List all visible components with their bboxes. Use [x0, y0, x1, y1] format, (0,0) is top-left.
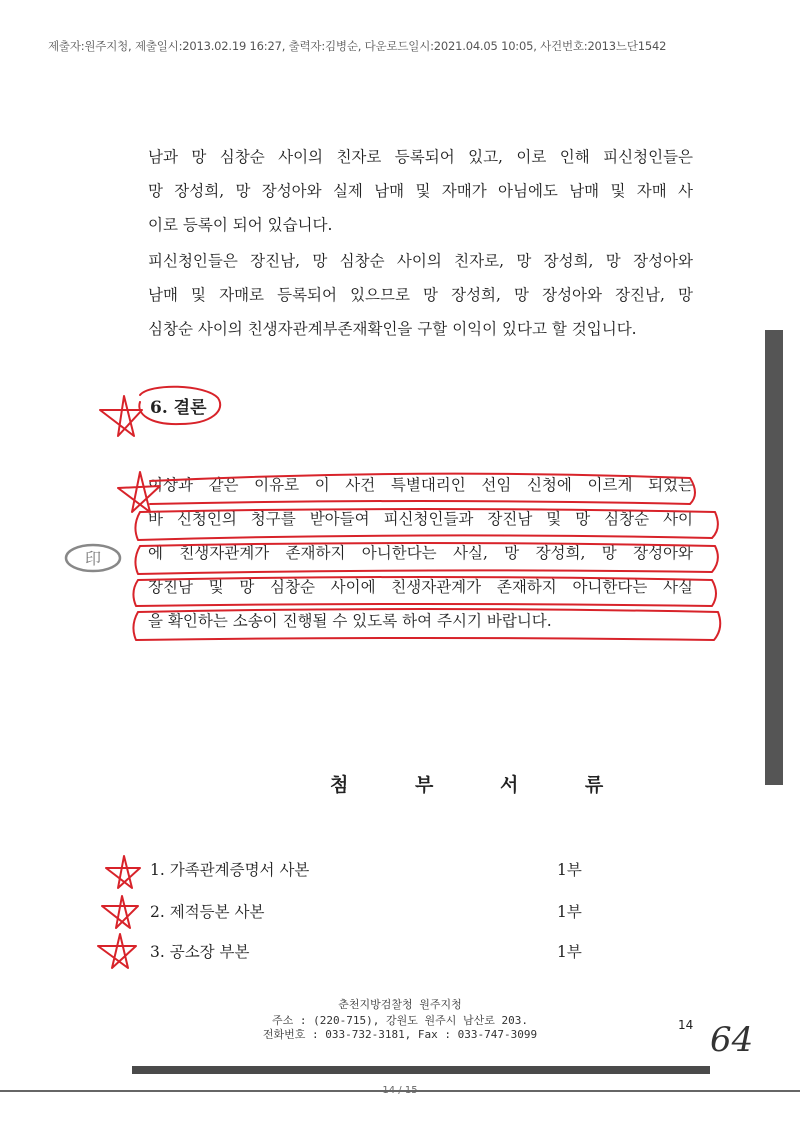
text-line: 바 신청인의 청구를 받아들여 피신청인들과 장진남 및 망 심창순 사이: [148, 510, 693, 528]
paragraph-1: [148, 140, 693, 242]
seal-stamp-icon: [64, 543, 122, 573]
text-line: 심창순 사이의 친생자관계부존재확인을 구할 이익이 있다고 할 것입니다.: [148, 320, 637, 338]
text-line: 에 친생자관계가 존재하지 아니한다는 사실, 망 장성희, 망 장성아와: [148, 544, 693, 562]
star-mark-icon: [106, 856, 140, 888]
text-line: 을 확인하는 소송이 진행될 수 있도록 하여 주시기 바랍니다.: [148, 612, 552, 630]
text-line: 피신청인들은 장진남, 망 심창순 사이의 친자로, 망 장성희, 망 장성아와: [148, 252, 693, 270]
text-line: 이로 등록이 되어 있습니다.: [148, 216, 333, 234]
handwritten-page-number: 64: [710, 1020, 754, 1060]
page-counter: 14 / 15: [382, 1085, 418, 1096]
attachment-item-qty: 1부: [557, 903, 582, 921]
document-header-meta: 제출자:원주지청, 제출일시:2013.02.19 16:27, 출력자:김병순, 다운로드일시:2021.04.05 10:05, 사건번호:2013느단1542: [48, 39, 667, 53]
star-mark-icon: [98, 934, 136, 968]
attachment-item-label: 3. 공소장 부본: [150, 943, 250, 961]
footer-address: 주소 : (220-715), 강원도 원주시 남산로 203.: [272, 1014, 528, 1027]
attachment-item-qty: 1부: [557, 943, 582, 961]
text-line: 남매 및 자매로 등록되어 있으므로 망 장성희, 망 장성아와 장진남, 망: [148, 286, 693, 304]
conclusion-paragraph: [148, 468, 693, 638]
attachment-item-label: 2. 제적등본 사본: [150, 903, 265, 921]
bottom-bar: [132, 1066, 710, 1074]
seal-stamp-text: 印: [84, 549, 102, 568]
page-number: 14: [678, 1018, 694, 1032]
attachment-item-qty: 1부: [557, 861, 582, 879]
attachment-item-label: 1. 가족관계증명서 사본: [150, 861, 310, 879]
scan-side-bar: [765, 330, 783, 785]
star-mark-icon: [100, 396, 142, 436]
attachments-title: 첨 부 서 류: [330, 774, 634, 796]
star-mark-icon: [102, 896, 138, 928]
text-line: 망 장성희, 망 장성아와 실제 남매 및 자매가 아님에도 남매 및 자매 사: [148, 182, 693, 200]
text-line: 장진남 및 망 심창순 사이에 친생자관계가 존재하지 아니한다는 사실: [148, 578, 693, 596]
text-line: 남과 망 심창순 사이의 친자로 등록되어 있고, 이로 인해 피신청인들은: [148, 148, 693, 166]
text-line: 이상과 같은 이유로 이 사건 특별대리인 선임 신청에 이르게 되었는: [148, 476, 693, 494]
footer-office: 춘천지방검찰청 원주지청: [338, 998, 462, 1011]
section-heading: 6. 결론: [150, 398, 207, 418]
footer-phone: 전화번호 : 033-732-3181, Fax : 033-747-3099: [262, 1028, 538, 1041]
paragraph-2: [148, 244, 693, 346]
